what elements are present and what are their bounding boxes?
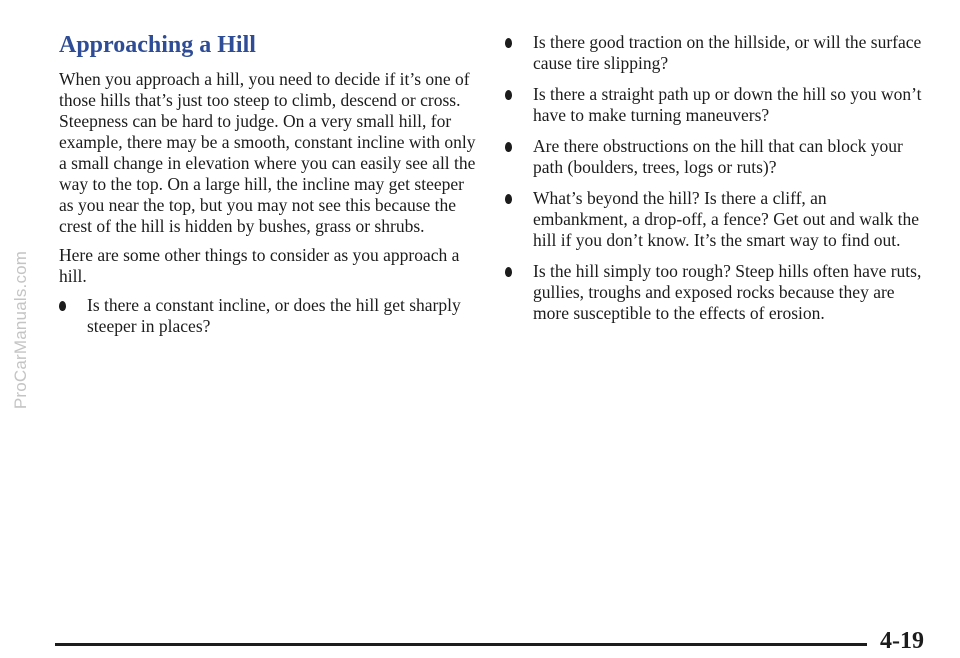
paragraph: When you approach a hill, you need to decide if it’s one of those hills that’s just too steep to climb, descend or cross. Steepness can be hard to judge. On a very small hill, for example, there may be a smooth, constant incline with only a small change in elevation where you can easily see all the way to the top. On a large hill, the incline may get steeper as you near the top, but you may not see this because the crest of the hill is hidden by bushes, grass or shrubs. [59, 69, 476, 236]
bullet-icon [505, 38, 512, 48]
bullet-item [59, 295, 477, 337]
bullet-icon [505, 194, 512, 204]
watermark [2, 40, 40, 620]
paragraph: Here are some other things to consider as you approach a hill. [59, 245, 460, 286]
bullet-item [505, 188, 925, 251]
bullet-icon [59, 301, 66, 311]
bullet-text: Is there good traction on the hillside, or will the surface cause tire slipping? [533, 32, 922, 73]
bullet-text: What’s beyond the hill? Is there a cliff, an embankment, a drop-off, a fence? Get out and walk the hill if you don’t know. It’s the smart way to find out. [533, 188, 919, 250]
bullet-item [505, 32, 925, 74]
bullet-icon [505, 142, 512, 152]
bullet-item [505, 84, 925, 126]
bullet-text: Is there a constant incline, or does the hill get sharply steeper in places? [87, 295, 461, 336]
bullet-icon [505, 90, 512, 100]
section-title: Approaching a Hill [59, 32, 256, 58]
bullet-text: Is there a straight path up or down the hill so you won’t have to make turning maneuvers? [533, 84, 922, 125]
bullet-text: Are there obstructions on the hill that can block your path (boulders, trees, logs or ruts)? [533, 136, 903, 177]
right-column [505, 32, 925, 334]
watermark-text: ProCarManuals.com [11, 250, 30, 410]
footer-rule [55, 643, 867, 646]
page-number: 4-19 [880, 628, 924, 654]
bullet-text: Is the hill simply too rough? Steep hills often have ruts, gullies, troughs and exposed rocks because they are more susceptible to the effects of erosion. [533, 261, 922, 323]
bullet-icon [505, 267, 512, 277]
left-column [59, 30, 477, 345]
bullet-item [505, 136, 925, 178]
bullet-item [505, 261, 925, 324]
